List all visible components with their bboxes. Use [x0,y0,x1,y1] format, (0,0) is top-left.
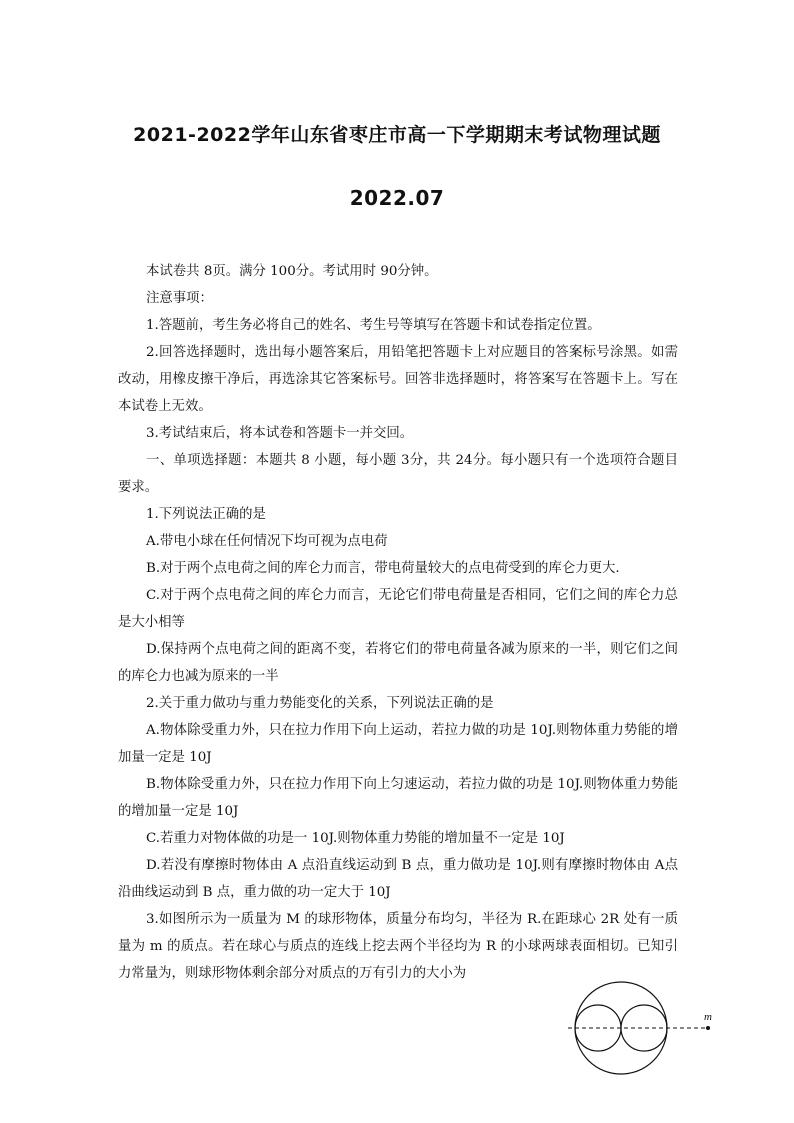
question-1-option-a: A.带电小球在任何情况下均可视为点电荷 [146,534,388,549]
question-2-stem: 2.关于重力做功与重力势能变化的关系，下列说法正确的是 [146,696,494,711]
notice-item-2: 2.回答选择题时，选出每小题答案后，用铅笔把答题卡上对应题目的答案标号涂黑。如需改动，用橡皮擦干净后，再选涂其它答案标号。回答非选择题时，将答案写在答题卡上。写在本试卷上无效。 [118,345,678,414]
section-heading: 一、单项选择题：本题共 8 小题，每小题 3分，共 24分。每小题只有一个选项符合题目要求。 [118,453,678,495]
exam-date: 2022.07 [349,186,445,210]
notice-item-3: 3.考试结束后，将本试卷和答题卡一并交回。 [146,426,414,441]
sphere-diagram [566,980,718,1112]
question-2-option-c: C.若重力对物体做的功是一 10J.则物体重力势能的增加量不一定是 10J [146,831,565,846]
question-3-stem: 3.如图所示为一质量为 M 的球形物体，质量分布均匀，半径为 R.在距球心 2R 处有一质量为 m 的质点。若在球心与质点的连线上挖去两个半径均为 R 的小球两球表面相切。已知引力常量为，则球形物体剩余部分对质点的万有引力的大小为 [118,912,678,981]
notice-heading: 注意事项： [146,291,213,306]
question-2-option-a: A.物体除受重力外，只在拉力作用下向上运动，若拉力做的功是 10J.则物体重力势能的增加量一定是 10J [118,723,678,765]
question-1-option-c: C.对于两个点电荷之间的库仑力而言，无论它们带电荷量是否相同，它们之间的库仑力总是大小相等 [118,588,678,630]
exam-title: 2021-2022学年山东省枣庄市高一下学期期末考试物理试题 [133,124,661,146]
question-1-option-b: B.对于两个点电荷之间的库仑力而言，带电荷量较大的点电荷受到的库仑力更大. [146,561,620,576]
exam-body [118,258,678,987]
paper-info: 本试卷共 8页。满分 100分。考试用时 90分钟。 [146,264,438,279]
question-2-option-d: D.若没有摩擦时物体由 A 点沿直线运动到 B 点，重力做功是 10J.则有摩擦时物体由 A点沿曲线运动到 B 点，重力做的功一定大于 10J [118,858,678,900]
mass-label: m [704,1011,712,1023]
question-1-option-d: D.保持两个点电荷之间的距离不变，若将它们的带电荷量各减为原来的一半，则它们之间的库仑力也减为原来的一半 [118,642,678,684]
question-1-stem: 1.下列说法正确的是 [146,507,266,522]
notice-item-1: 1.答题前，考生务必将自己的姓名、考生号等填写在答题卡和试卷指定位置。 [146,318,601,333]
question-2-option-b: B.物体除受重力外，只在拉力作用下向上匀速运动，若拉力做的功是 10J.则物体重力势能的增加量一定是 10J [118,777,678,819]
point-mass [706,1026,710,1030]
